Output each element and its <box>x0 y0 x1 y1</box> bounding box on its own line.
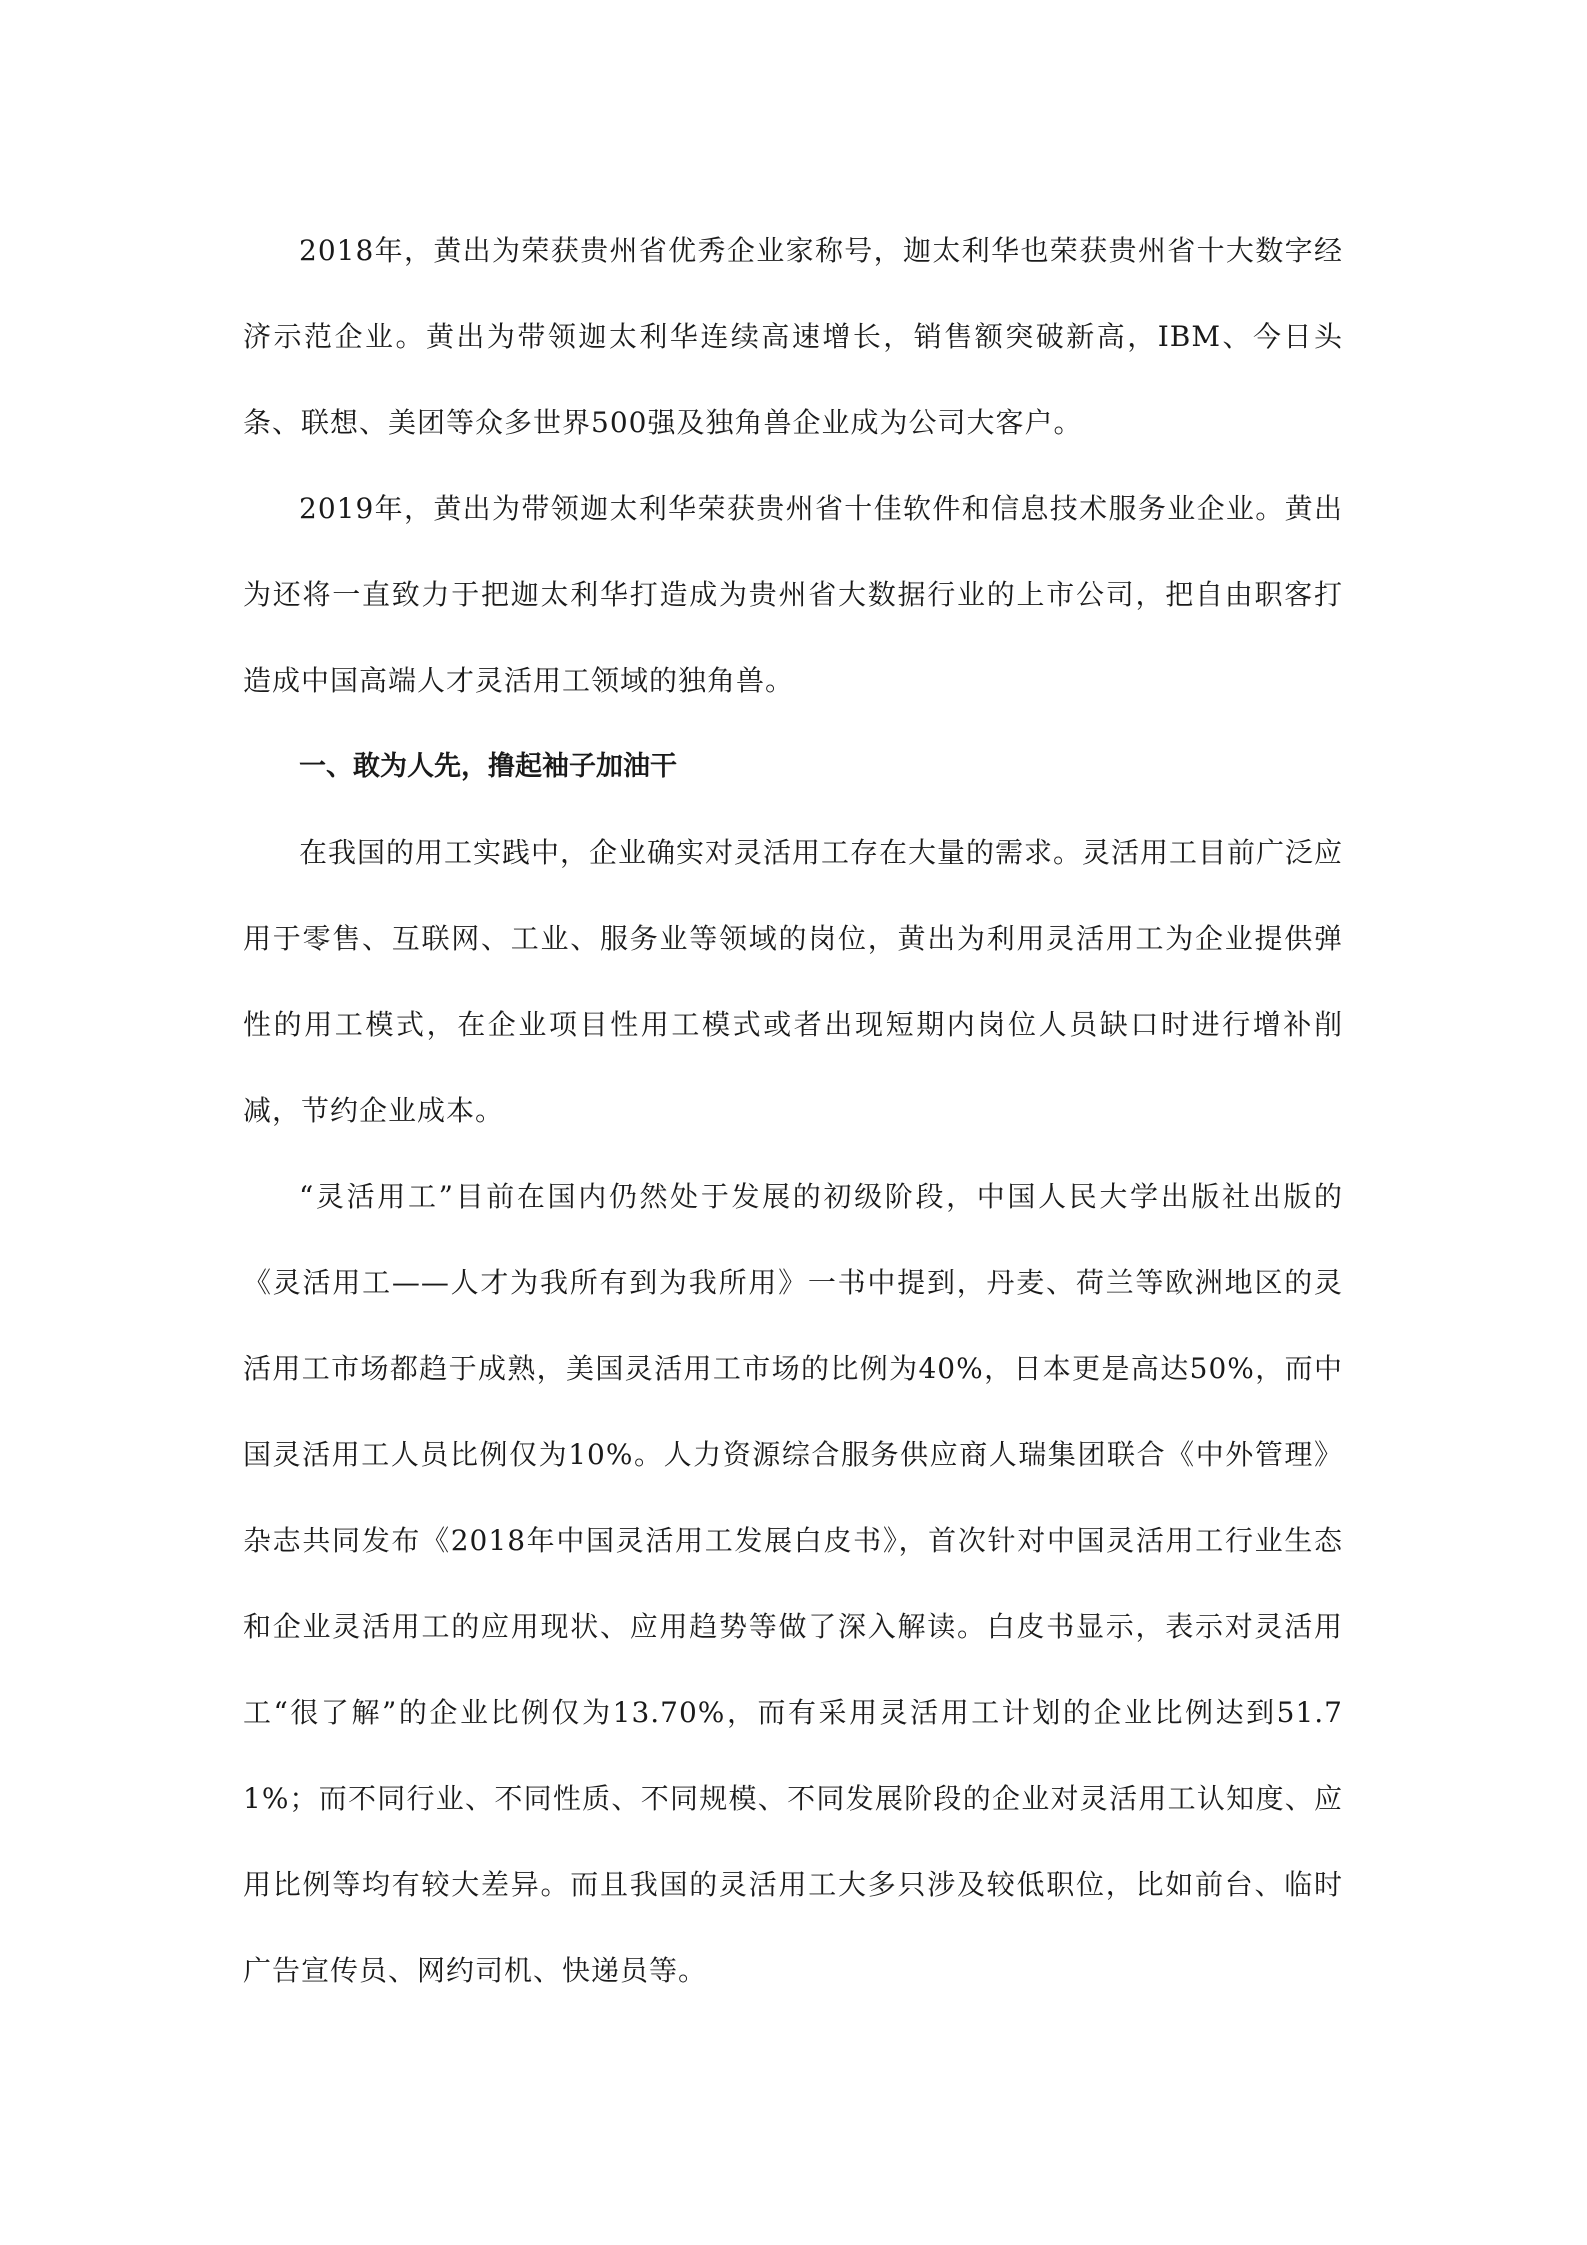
paragraph-flexible-employment-practice: 在我国的用工实践中，企业确实对灵活用工存在大量的需求。灵活用工目前广泛应用于零售、互联网、工业、服务业等领域的岗位，黄出为利用灵活用工为企业提供弹性的用工模式，在企业项目性用工模式或者出现短期内岗位人员缺口时进行增补削减，节约企业成本。 <box>243 836 1344 1127</box>
paragraph-2018: 2018年，黄出为荣获贵州省优秀企业家称号，迦太利华也荣获贵州省十大数字经济示范企业。黄出为带领迦太利华连续高速增长，销售额突破新高，IBM、今日头条、联想、美团等众多世界500强及独角兽企业成为公司大客户。 <box>243 234 1343 439</box>
paragraph-flexible-employment-status: “灵活用工”目前在国内仍然处于发展的初级阶段，中国人民大学出版社出版的《灵活用工——人才为我所有到为我所用》一书中提到，丹麦、荷兰等欧洲地区的灵活用工市场都趋于成熟，美国灵活用工市场的比例为40%，日本更是高达50%，而中国灵活用工人员比例仅为10%。人力资源综合服务供应商人瑞集团联合《中外管理》杂志共同发布《2018年中国灵活用工发展白皮书》，首次针对中国灵活用工行业生态和企业灵活用工的应用现状、应用趋势等做了深入解读。白皮书显示，表示对灵活用工“很了解”的企业比例仅为13.70%，而有采用灵活用工计划的企业比例达到51.71%；而不同行业、不同性质、不同规模、不同发展阶段的企业对灵活用工认知度、应用比例等均有较大差异。而且我国的灵活用工大多只涉及较低职位，比如前台、临时广告宣传员、网约司机、快递员等。 <box>243 1180 1343 1987</box>
paragraph-2019: 2019年，黄出为带领迦太利华荣获贵州省十佳软件和信息技术服务业企业。黄出为还将一直致力于把迦太利华打造成为贵州省大数据行业的上市公司，把自由职客打造成中国高端人才灵活用工领域的独角兽。 <box>243 492 1343 697</box>
document-body <box>243 208 1343 2014</box>
section-heading: 一、敢为人先，撸起袖子加油干 <box>299 751 677 782</box>
